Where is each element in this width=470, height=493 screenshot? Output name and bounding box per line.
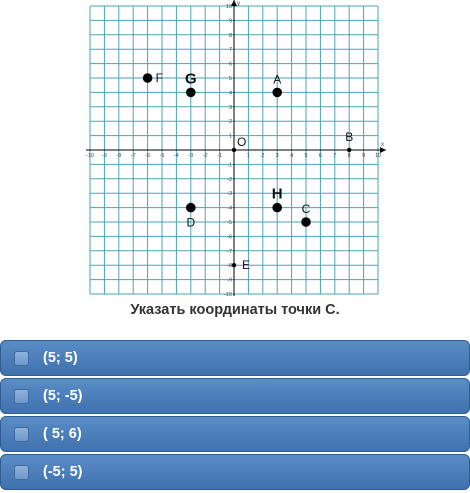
- checkbox[interactable]: [14, 351, 29, 366]
- answer-label: ( 5; 6): [43, 426, 82, 442]
- answer-label: (5; 5): [43, 350, 78, 366]
- x-tick-label: -3: [188, 153, 194, 159]
- answer-option-2[interactable]: [0, 378, 470, 414]
- x-tick-label: 4: [290, 153, 294, 159]
- y-tick-label: -8: [227, 263, 232, 270]
- y-tick-label: -9: [227, 277, 232, 284]
- answer-label: (5; -5): [43, 388, 83, 404]
- question-text: Указать координаты точки С.: [130, 302, 340, 318]
- checkbox[interactable]: [14, 389, 29, 404]
- x-axis-label: x: [381, 142, 384, 148]
- x-tick-label: -7: [130, 153, 136, 159]
- y-tick-label: 9: [228, 18, 232, 25]
- checkbox[interactable]: [14, 465, 29, 480]
- y-tick-label: 5: [228, 76, 232, 82]
- x-tick-label: 10: [374, 153, 382, 159]
- y-tick-label: -10: [224, 292, 232, 298]
- x-tick-label: -8: [116, 153, 122, 159]
- x-tick-label: -4: [173, 153, 179, 159]
- x-tick-label: 1: [246, 153, 250, 159]
- y-tick-label: 7: [228, 47, 232, 54]
- y-tick-label: 3: [228, 104, 232, 111]
- x-tick-label: -1: [217, 153, 223, 159]
- point-label-d: D: [186, 215, 196, 230]
- y-tick-label: -2: [227, 176, 232, 183]
- point-o: [232, 148, 236, 152]
- x-tick-label: -9: [101, 153, 107, 159]
- answer-list: [0, 340, 470, 492]
- point-c: [301, 217, 311, 227]
- y-tick-label: -7: [227, 248, 232, 255]
- point-e: [232, 263, 236, 267]
- answer-option-1[interactable]: [0, 340, 470, 376]
- x-tick-label: -6: [145, 153, 151, 159]
- y-tick-label: -1: [227, 162, 232, 169]
- point-b: [347, 148, 351, 152]
- y-axis-label: y: [237, 1, 240, 7]
- point-label-b: B: [345, 130, 354, 144]
- x-tick-label: -2: [202, 153, 208, 159]
- point-h: [272, 203, 282, 213]
- checkbox[interactable]: [14, 427, 29, 442]
- point-f: [143, 73, 153, 83]
- x-tick-label: -10: [86, 153, 94, 159]
- x-tick-label: 7: [333, 153, 337, 159]
- x-tick-label: 3: [275, 153, 279, 159]
- y-tick-label: 1: [228, 133, 232, 140]
- x-tick-label: 2: [261, 153, 265, 159]
- answer-option-4[interactable]: [0, 454, 470, 490]
- y-tick-label: 8: [228, 32, 232, 39]
- point-a: [272, 88, 282, 98]
- x-tick-label: 8: [347, 153, 351, 159]
- x-tick-label: 6: [318, 153, 322, 159]
- y-tick-label: 6: [228, 61, 232, 68]
- point-d: [186, 203, 196, 213]
- answer-option-3[interactable]: [0, 416, 470, 452]
- y-tick-label: 4: [228, 90, 232, 97]
- y-tick-label: 2: [228, 119, 232, 126]
- y-tick-label: -5: [227, 220, 232, 226]
- x-tick-label: 5: [304, 153, 308, 159]
- x-tick-label: 9: [362, 153, 366, 159]
- point-label-o: O: [237, 135, 247, 149]
- point-g: [186, 88, 196, 98]
- y-tick-label: -6: [227, 234, 232, 241]
- y-tick-label: -4: [227, 205, 232, 212]
- point-label-c: C: [301, 202, 311, 216]
- answer-label: (-5; 5): [43, 464, 83, 480]
- x-tick-label: -5: [159, 153, 165, 159]
- point-label-h: H: [271, 185, 283, 203]
- y-tick-label: -3: [227, 191, 232, 198]
- point-label-g: G: [184, 70, 197, 88]
- point-label-a: A: [273, 72, 282, 87]
- y-tick-label: 10: [225, 4, 232, 10]
- point-label-f: F: [155, 71, 163, 85]
- point-label-e: E: [242, 258, 251, 273]
